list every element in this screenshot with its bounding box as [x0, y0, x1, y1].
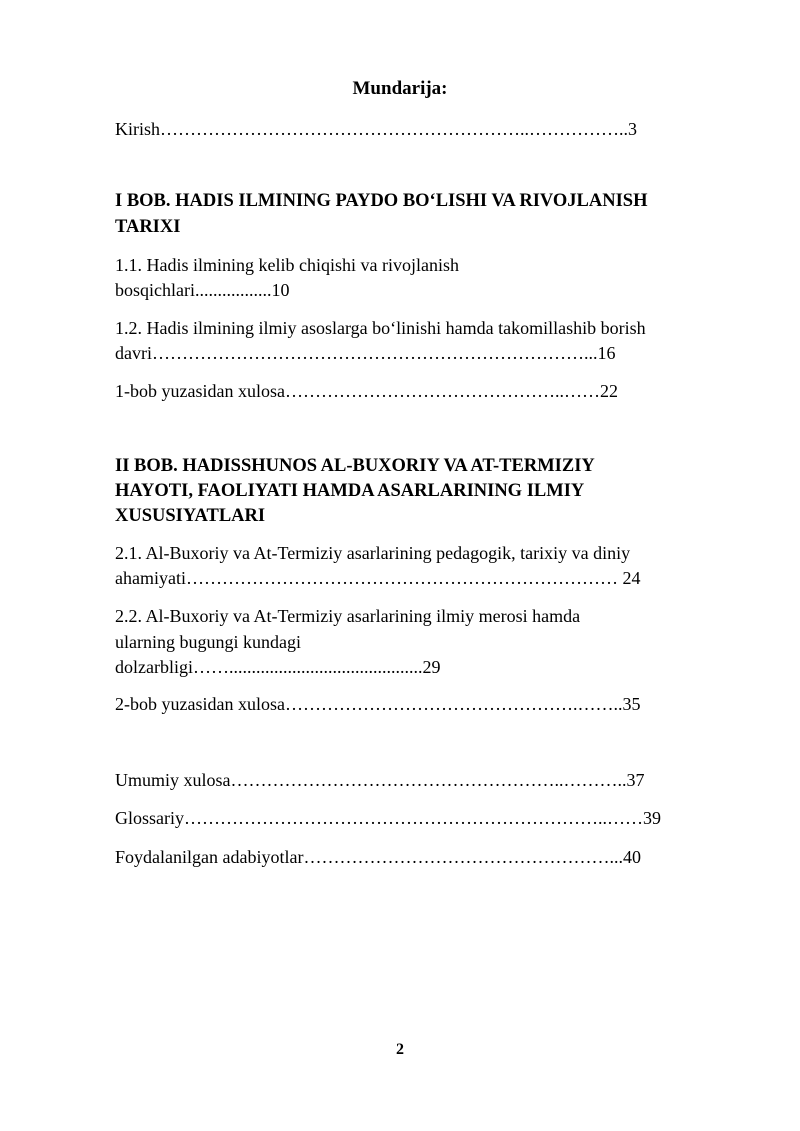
toc-entry-intro: Kirish……………………………………………………..……………..3: [115, 119, 637, 139]
chapter-1-heading-line-2: TARIXI: [115, 217, 181, 237]
page-number: 2: [396, 1041, 404, 1058]
toc-entry-1-2-line-2: davri………………………………………………………………...16: [115, 343, 616, 363]
toc-entry-chapter-2-conclusion: 2-bob yuzasidan xulosa………………………………………….……..35: [115, 694, 641, 714]
toc-entry-1-1-line-2: bosqichlari.................10: [115, 280, 290, 300]
toc-entry-references: Foydalanilgan adabiyotlar……………………………………………...40: [115, 847, 641, 867]
toc-entry-1-1-line-1: 1.1. Hadis ilmining kelib chiqishi va rivojlanish: [115, 255, 459, 275]
toc-entry-1-2-line-1: 1.2. Hadis ilmining ilmiy asoslarga bo‘linishi hamda takomillashib borish: [115, 318, 646, 338]
chapter-2-heading-line-2: HAYOTI, FAOLIYATI HAMDA ASARLARINING ILMIY: [115, 481, 585, 501]
toc-title: Mundarija:: [352, 78, 448, 99]
toc-entry-glossary: Glossariy……………………………………………………………..……39: [115, 808, 661, 828]
chapter-1-heading-line-1: I BOB. HADIS ILMINING PAYDO BO‘LISHI VA RIVOJLANISH: [115, 191, 648, 211]
toc-entry-2-2-line-3: dolzarbligi……...........................................29: [115, 657, 441, 677]
toc-entry-2-1-line-1: 2.1. Al-Buxoriy va At-Termiziy asarlarining pedagogik, tarixiy va diniy: [115, 543, 631, 563]
toc-entry-2-2-line-1: 2.2. Al-Buxoriy va At-Termiziy asarlarining ilmiy merosi hamda: [115, 606, 581, 626]
chapter-2-heading-line-3: XUSUSIYATLARI: [115, 506, 266, 526]
toc-entry-2-1-line-2: ahamiyati……………………………………………………………… 24: [115, 568, 641, 588]
chapter-2-heading-line-1: II BOB. HADISSHUNOS AL-BUXORIY VA AT-TERMIZIY: [115, 456, 595, 476]
toc-entry-chapter-1-conclusion: 1-bob yuzasidan xulosa………………………………………..……22: [115, 381, 618, 401]
toc-entry-2-2-line-2: ularning bugungi kundagi: [115, 632, 301, 652]
toc-entry-general-conclusion: Umumiy xulosa………………………………………………..………..37: [115, 770, 645, 790]
